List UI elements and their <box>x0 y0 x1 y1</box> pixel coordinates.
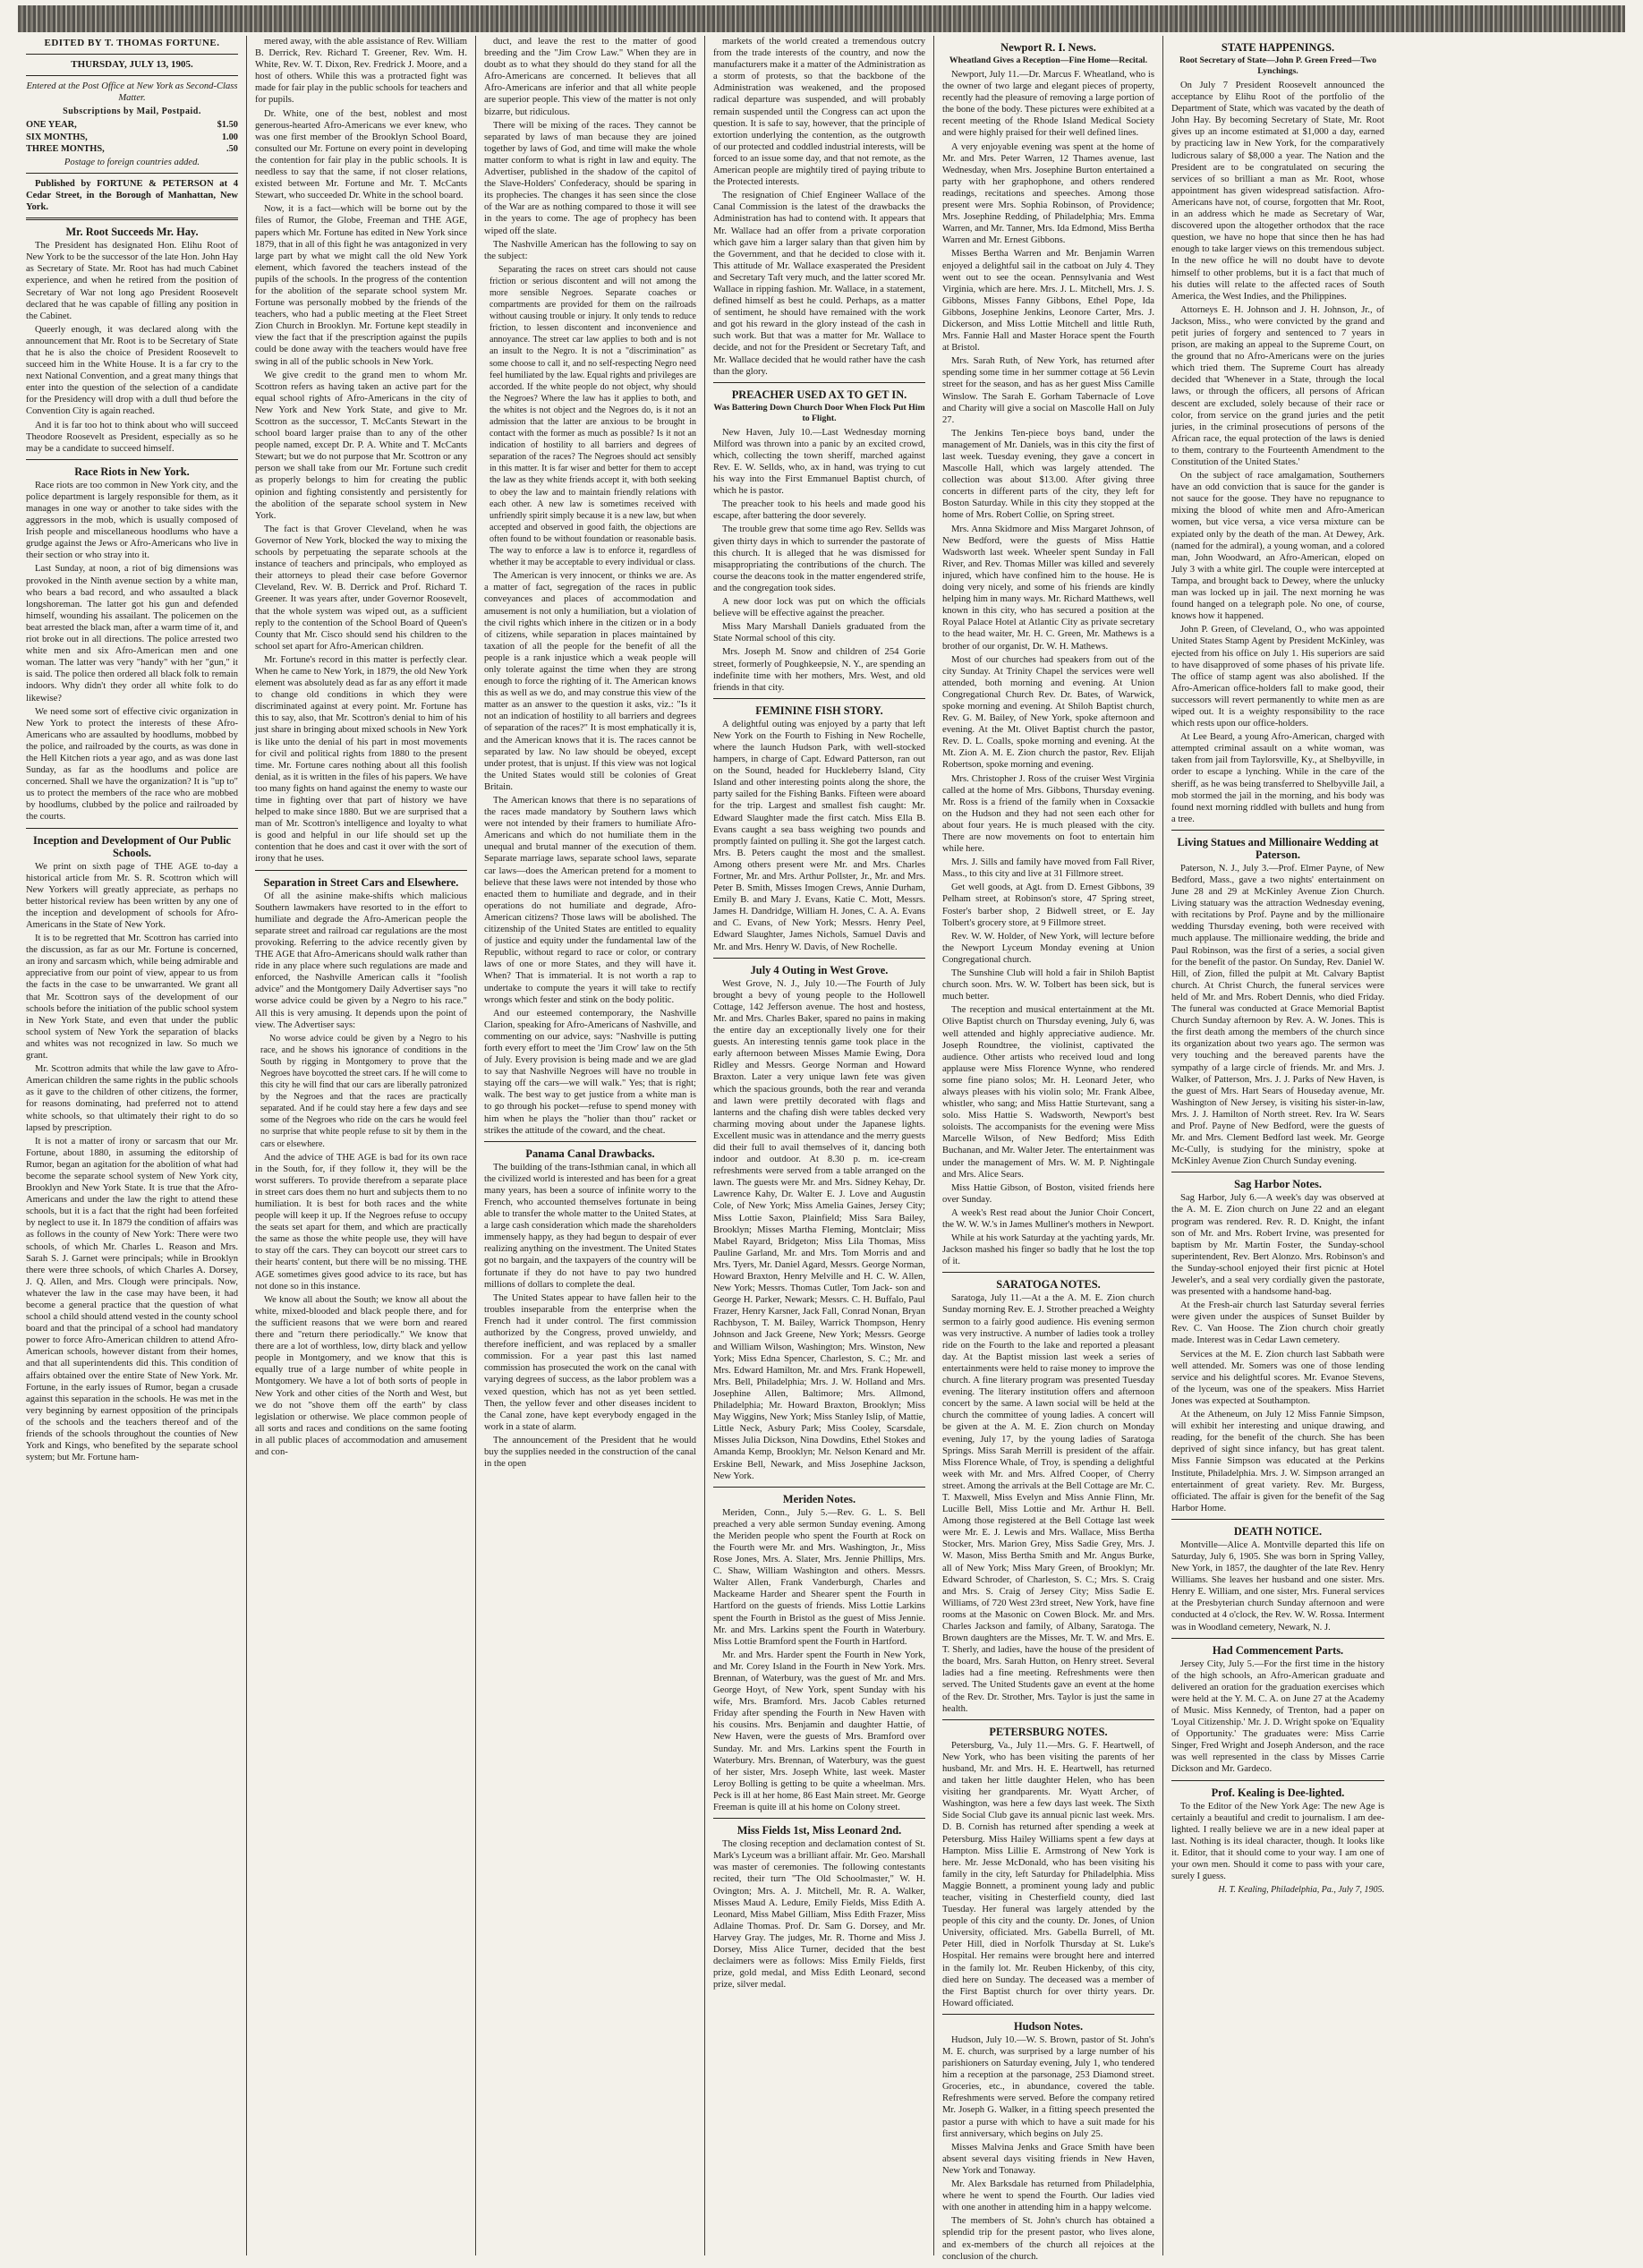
paragraph: Mrs. Anna Skidmore and Miss Margaret Johnson, of New Bedford, were the guests of Miss Hattie Wadsworth last week. Wheeler spent Sunday in Fall River, and Rev. Thomas Miller was killed and severely injured, which have confined him to the house. He is doing very nicely, and some of his friends are kindly helping him in many ways. Mr. Richard Matthews, well known in this city, who has secured a position at the Royal Palace Hotel at Atlantic City as private secretary to the head waiter, Mr. H. C. Green, Mr. Mathews is a brother of our organist, Dr. W. H. Mathews. <box>942 524 1154 652</box>
paragraph: Paterson, N. J., July 3.—Prof. Elmer Payne, of New Bedford, Mass., gave a two nights' entertainment on June 28 and 29 at McKinley Avenue Zion Church. Living statuary was the attraction Wednesday evening, with recitations by Prof. Payne and by the millionaire wedding Thursday evening, both were received with much applause. The millionaire wedding, the bride and Paul Robinson, was the first of a series, a social given for the benefit of the pastor. On Sunday, Rev. Daniel W. Hill, of Zion, filled the pulpit at Mt. Calvary Baptist church. At Christ Church, the funeral services were held of Mr. and Mrs. Robert Dennis, who died Friday. The funeral was conducted at Grace Memorial Baptist Church Sunday afternoon by Rev. A. W. Jones. This is the first death among the members of the church since its organization about two years ago. The sermon was very touching and the bereaved parents have the sympathy of a large circle of friends. Mr. and Mrs. J. Walker, of Patterson, Mrs. J. J. Parks of New Haven, is the guest of Mrs. Hart Sears of Houseday avenue, Mr. Washington of New Jersey, is visiting his sister-in-law, Mrs. J. J. Hamilton of North street. Rev. Ira W. Sears and Prof. Payne of New Bedford, were the guests of Mr. and Mrs. Clement Bedford last week. Mr. George Mc-Cully, is studying for the ministry, spoke at McKinley Avenue Zion Church Sunday evening. <box>1171 863 1384 1167</box>
divider <box>1171 1519 1384 1520</box>
paragraph: Misses Malvina Jenks and Grace Smith have been absent several days visiting friends in New Haven, New York and Tonaway. <box>942 2142 1154 2176</box>
paragraph: Now, it is a fact—which will be borne out by the files of Rumor, the Globe, Freeman and THE AGE, papers which Mr. Fortune has edited in New York since 1879, that in all of this fight he was antagonized in very large part by what we might call the old New York element, which favored the teachers instead of the pupils of the schools. In the progress of the contention for the abolition of the separate school system Mr. Fortune was personally mobbed by the friends of the teachers, who had a public meeting at the Fleet Street Zion Church in Brooklyn. Mr. Fortune kept steadily in view the fact that if the prescription against the pupils could be done away with the teachers would have free swing in all of the public schools in New York. <box>255 204 467 367</box>
divider <box>26 173 238 174</box>
paragraph: Mr. and Mrs. Harder spent the Fourth in New York, and Mr. Corey Island in the Fourth in New York. Mrs. Brennan, of Waterbury, was the guest of Mr. and Mrs. George Hoyt, of New York, spent Sunday with his wife, Mrs. Bramford. Mrs. Jacob Cables returned Friday after spending the Fourth in New Haven with his cousins. Mrs. Benjamin and daughter Hattie, of New Haven, were the guests of Mrs. Bramford over Sunday. Mr. and Mrs. Larkins spent the Fourth in Waterbury. Mrs. Brennan, of Waterbury, was the guest of her sister, Mrs. Joseph White, last week. Master Leroy Bolling is getting to be quite a wheelman. Mrs. Peck is ill at her home, 86 East Main street. Mr. George Freeman is quite ill at his home on Colony street. <box>713 1650 925 1813</box>
paragraph: The reception and musical entertainment at the Mt. Olive Baptist church on Thursday evening, July 6, was well attended and highly appreciative audience. Mr. Joseph Roundtree, the violinist, captivated the audience. Other artists who received loud and long applause were Miss Florence Wynne, who rendered some fine piano solos; Mr. H. Leonard Jeter, who always pleases with his violin solo; Mr. Frank Albee, whistler, who sang; and Miss Hattie Sturtevant, sang a solo. Miss Hattie S. Wadsworth, Newport's best soloists. The accompanists for the evening were Miss Marcelle Wilson, of New Bedford; Miss Edith Buchanan, and Mr. Walter Jeter. The entertainment was under the management of Mrs. W. M. P. Nightingale and Mrs. Alice Sears. <box>942 1005 1154 1180</box>
article-subheading: Was Battering Down Church Door When Flock Put Him to Flight. <box>713 402 925 423</box>
paragraph: West Grove, N. J., July 10.—The Fourth of July brought a bevy of young people to the Hollowell Cottage, 142 Jefferson avenue. The host and hostess, Mr. and Mrs. Charles Baker, spared no pains in making the entire day an exceptionally lively one for their guests. An interesting tennis game took place in the early afternoon between Misses Mamie Ewing, Dora Ridley and Messrs. George Norman and Howard Braxton. Later a very unique lawn fete was given which the spacious grounds, both the rear and veranda and lawn were prettily decorated with flags and lanterns and the chafing dish were tables decked very charming moving about under the Japanese lights. Excellent music was in attendance and the merry guests did their full to avail themselves of it, dancing both indoor and outdoor. At 8.30 p. m. ice-cream refreshments were served from a table arranged on the lawn. The guests were Mr. and Mrs. Sidney Kehay, Dr. Lawrence Kahy, Dr. Walter E. J. Love and Augustin Cole, of New York; Miss Amelia Gaines, Jersey City; Miss Lottie Saxon, Plainfield; Miss Sara Bailey, Brooklyn; Misses Martha Fleming, Montclair; Miss Mabel Rayard, Bridgeton; Miss Lila Thomas, Miss Pauline Garland, Mr. and Mrs. Tom Morris and and Mrs. Tyers, Mr. Daniel Agard, Messrs. George Norman, Howard Braxton, Henry Melville and H. C. W. Allen, New York; Messrs. Thomas Cutler, Tom Jack- son and George H. Parker, Newark; Messrs. C. H. Buffalo, Paul Frazer, Henry Karsner, Jack Fall, Conrad Nonan, Bryan Rachbyson, T. M. Bailey, Warrick Thompson, Henry Johnson and Jack Greene, New York; Messrs. George and William Wilson, Washington; Mrs. Winston, New York; Miss Edna Spencer, Charleston, S. C.; Mr. and Mrs. Edward Hamilton, Mr. and Mrs. Frank Hopewell, Mrs. Bell, Philadelphia; Mrs. J. W. Holland and Mrs. Josephine Allen, Baltimore; Mrs. Allmond, Philadelphia; Mr. Howard Braxton, Brooklyn; Miss May Wiggins, New York; Miss Stanley Islip, of Mattie, Little Neck, Asbury Park; Miss Cooley, Scarsdale, Misses Julia Dickson, Nina Dowdins, Ethel Stokes and Amanda Kemp, Brooklyn; Mr. Nelson Kenard and Mr. Erskine Bell, Newark, and Miss Josephine Jackson, New York. <box>713 978 925 1481</box>
divider <box>26 459 238 460</box>
table-row: THREE MONTHS, .50 <box>26 143 238 154</box>
article-heading: Panama Canal Drawbacks. <box>525 1147 655 1160</box>
paragraph: Mr. Fortune's record in this matter is perfectly clear. When he came to New York, in 1879, the old New York element was absolutely dead as far as any effort it made to change old conditions in which they were discriminated against at every point. Mr. Fortune has this to say, also, that Mr. Scottron's denial to him of his just share in bringing about mixed schools in New York is like unto the denial of his part in most movements for civil and political rights from 1880 to the present time. Mr. Fortune cares nothing about all this foolish denial, as it is written in the files of his papers. We have too many fights on hand against the enemy to waste our time in fighting over that part of history we have helped to make since 1880. But we are surprised that a man of Mr. Scottron's intelligence and loyalty to what is good and helpful in our life should set up the contention that he does and cast it over with the sort of irony that he uses. <box>255 654 467 865</box>
paragraph: Rev. W. W. Holder, of New York, will lecture before the Newport Lyceum Monday evening at Union Congregational church. <box>942 931 1154 965</box>
paragraph: The trouble grew that some time ago Rev. Sellds was given thirty days in which to surrender the pastorate of this church. It is alleged that he was dismissed for misappropriating the contributions of the church. The course the deacons took in the matter engendered strife, and the congregation took sides. <box>713 524 925 593</box>
article-heading: Living Statues and Millionaire Wedding at Paterson. <box>1177 835 1379 861</box>
letter-signature: H. T. Kealing, Philadelphia, Pa., July 7, 1905. <box>1218 1885 1384 1896</box>
paragraph: Services at the M. E. Zion church last Sabbath were well attended. Mr. Somers was one of those lending service and his delightful scores. Mr. Evanoe Stevens, of the lyceum, was one of the speakers. Miss Harriet Jones was expected at Southampton. <box>1171 1349 1384 1406</box>
paragraph: It is not a matter of irony or sarcasm that our Mr. Fortune, about 1880, in assuming the editorship of Rumor, began an agitation for the abolition of what had become the separate school system of New York city, Brooklyn and New York State. It is true that the Afro-Americans and under the law the right to attend these schools, but it is a fact that the right had been forfeited by neglect to use it. In 1879 the condition of affairs was as follows in the county of New York: There were two schools, of which Mr. Charles L. Reason and Mrs. Sarah S. J. Garnet were principals; while in Brooklyn there were three schools, of which Charles A. Dorsey, J. Q. Allen, and Mrs. Clough were principals. Now, whatever the law in the case may have been, it had become a general practice that the question of what school a child should attend vested in the county school board and that the principal of a school had mandatory power to force Afro-American children to attend Afro-American schools, however distant from their homes, and that all superintendents did this. This condition of affairs obtained over the entire State of New York. Mr. Fortune, in the early issues of Rumor, began a crusade against this separation in the schools. He was met in the very beginning by earnest opposition of the principals of the schools and the teachers thereof and of the friends of the schools throughout the counties of New York and Kings, who benefited by the separate school system; but Mr. Fortune ham- <box>26 1136 238 1463</box>
divider <box>713 958 925 959</box>
divider <box>713 1487 925 1488</box>
paragraph: Saratoga, July 11.—At a the A. M. E. Zion church Sunday morning Rev. E. J. Strother preached a Weighty sermon to a fairly good audience. His evening sermon was very instructive. A number of ladies took a trolley ride on the Fourth to the lake and reported a pleasant day. At the Baptist mission last week a series of entertainments were held to raise money to improve the church. A fine literary program was presented Tuesday evening. The literary institution offers and afternoon concert by the same. A lawn social will be held at the church the committee of young ladies. A concert will be given at the A. M. E. Zion church on Monday evening, July 17, by the young ladies of Saratoga Springs. Miss Sarah Merrill is president of the affair. Miss Florence Whale, of Troy, is spending a delightful week with Mr. and Mrs. Alfred Cooper, of Cherry street. Among the arrivals at the Bell Cottage are Mr. C. T. Maxwell, Miss Evelyn and Miss Annie Flinn, Mr. Lucille Bell, Miss Lottie and Mr. Arthur H. Bell. Among those registered at the Bell Cottage last week were Mr. E. J. Lewis and Mrs. Wallace, Miss Bertha Stocker, Mrs. Marion Grey, Miss Sadie Grey, Mrs. J. W. Mason, Miss Bertha Smith and Mr. Angus Burke, all of New York; Miss Mary Green, of Brooklyn; Mr. Edward Schroder, of Charleston, S. C.; Mrs. S. Craig and Mrs. S. Craig of Jersey City; Miss Sadie E. Williams, of 720 West 23rd street, New York, have fine rooms at the Masonic on Cowen Block. Mr. and Mrs. Charles Jackson and family, of Albany, Saratoga. The Brown daughters are the Misses, Mr. T. W. and Mrs. E. T. Sherly, and ladies, have the house of the president of the board, Mrs. Sarah Hutton, on Henry street. Several ladies had a fine meeting. Refreshments were then served. The United Students gave an event at the home of the Rev. Dr. Strother, Mrs. Taylor is just the same in health. <box>942 1293 1154 1714</box>
article-heading: Sag Harbor Notes. <box>1234 1178 1322 1191</box>
section-heading: STATE HAPPENINGS. <box>1221 41 1335 54</box>
paragraph: The resignation of Chief Engineer Wallace of the Canal Commission is the latest of the drawbacks the Administration has had to contend with. It appears that Mr. Wallace had an offer from a private corporation which gave him a larger salary than that given him by the Government, and that he decided to close with it. This attitude of Mr. Wallace exasperated the President and Secretary Taft very much, and the latter scored Mr. Wallace in ripping fashion. Mr. Wallace, in a statement, defined himself as best he could. Perhaps, as a matter of sentiment, he should have remained with the work and got his reward in the glory instead of the cash in such work. But that was a matter for Mr. Wallace to decide, and not for the President or Secretary Taft, and Mr. Wallace decided that he would rather have the cash than the glory. <box>713 191 925 377</box>
paragraph: A week's Rest read about the Junior Choir Concert, the W. W. W.'s in James Mulliner's mothers in Newport. <box>942 1207 1154 1230</box>
paragraph: Montville—Alice A. Montville departed this life on Saturday, July 6, 1905. She was born in Spring Valley, New York, in 1857, the daughter of the late Rev. Henry Williams. She leaves her husband and one sister. Mrs. Henry E. William, and one sister, Mrs. Funeral services at the Presbyterian church Sunday afternoon and were conducted at 4 o'clock, the Rev. W. W. Rossa. Interment was in Woodland cemetery, Newark, N. J. <box>1171 1539 1384 1633</box>
paragraph: At the Atheneum, on July 12 Miss Fannie Simpson, will exhibit her interesting and unique drawing, and reading, for the benefit of the church. She has been deprived of sight since infancy, but has great talent. Miss Fannie Simpson was educated at the Perkins Institute, Philadelphia. Mrs. J. W. Simpson arranged an entertainment of great variety. Rev. Mr. Burgess, officiated. The affair is given for the benefit of the Sag Harbor Home. <box>1171 1410 1384 1513</box>
divider <box>255 870 467 871</box>
column-3 <box>476 36 705 2255</box>
divider <box>26 75 238 76</box>
divider <box>1171 1780 1384 1781</box>
article-heading: FEMININE FISH STORY. <box>755 703 883 717</box>
paragraph: A delightful outing was enjoyed by a party that left New York on the Fourth to Fishing in New Rochelle, where the launch Hudson Park, with well-stocked hampers, in charge of Capt. Edward Patterson, ran out on the Sound, headed for Huckleberry Island, City Island and other interesting points along the shore, the party sailed for the Fishing Banks. Fifteen were aboard for the trip. Largest and smallest fish caught: Mr. Edward Slaughter made the first catch. Miss Ella B. Evans caught a sea bass weighing two pounds and promptly fainted on pulling it. She got the largest catch. Mrs. B. Peters caught the most and the smallest. Among others present were Mr. and Mrs. Charles Fortner, Mr. and Mrs. Arthur Pollster, Jr., Mr. and Mrs. Peter B. Smith, Misses Imogen Crews, Annie Durham, Emily B. and Mary J. Evans, Katie C. Mott, Messrs. James H. Dandridge, William H. Jones, C. A. A. Evans and C. Evans, of New York; Messrs. Henry Peel, Edward Slaughter, James Nichols, Samuel Davis and Mr. and Mrs. Henry W. Davis, of New Rochelle. <box>713 719 925 952</box>
paragraph: The American knows that there is no separations of the races made mandatory by Southern laws which were not intended by their framers to humiliate Afro-Americans and which do not humiliate them in the unequal and brutal manner of the execution of them. Separate marriage laws, separate school laws, separate car laws—does the American pretend for a moment to believe that these laws were not intended by those who enacted them to humiliate and degrade, and in their operations do not humiliate and degrade, Afro-American citizens? Those laws will be abolished. The citizenship of the United States are entitled to equality of justice and equity under the fundamental law of the Republic, without regard to race or color, or contrary laws of one or more States, and they will have it. When? That is immaterial. It is not worth a rap to undertake to compute the years it will take to rectify wrongs which fester and stink on the body politic. <box>484 796 696 1005</box>
article-subheading: Root Secretary of State—John P. Green Freed—Two Lynchings. <box>1179 55 1377 76</box>
paragraph: The fact is that Grover Cleveland, when he was Governor of New York, blocked the way to mixing the schools by perpetuating the separate schools at the instance of teachers and principals, who employed as their attorneys to plead their case before Governor Cleveland, Rev. W. B. Derrick and Prof. Richard T. Greener. It was years after, under Governor Roosevelt, that the whole system was wiped out, as a sufficient reply to the contention of the School Board of Queen's County that Mr. Cisco should send his children to the school set apart for Afro-American children. <box>255 524 467 652</box>
paragraph: Miss Mary Marshall Daniels graduated from the State Normal school of this city. <box>713 622 925 644</box>
paragraph: To the Editor of the New York Age: The new Age is certainly a beautiful and credit to journalism. I am dee-lighted. I really believe we are in a new ideal paper at last. Nothing is its ideal character, though. It looks like it. Editor, that it should come to your way. I am one of your own men. Should it come to pass with your care, surely I guess. <box>1171 1801 1384 1882</box>
paragraph: A new door lock was put on which the officials believe will be effective against the preacher. <box>713 597 925 619</box>
paragraph: Petersburg, Va., July 11.—Mrs. G. F. Heartwell, of New York, who has been visiting the parents of her husband, Mr. and Mrs. H. E. Heartwell, has returned and taken her little daughter Helen, who has been visiting her grandparents. Mr. Wyatt Archer, of Washington, was here a few days last week. The Sixth Side Social Club gave its annual picnic last week. Mrs. D. B. Cornish has returned after spending a week at Petersburg. Miss Hailey Williams spent a few days at Hampton. Miss Lillie E. Armstrong of New York is here. Mr. Jesse McDonald, who has been visiting his family in the city, left Saturday for Philadelphia. Miss Maggie Bonnett, a prominent young lady and public teacher, visiting in Chesterfield county, died last Tuesday. Her funeral was largely attended by the people of this city and the county. Dr. Jones, of Union University, officiated. Mrs. Gabella Burrell, of Mt. Peter Hill, died in Norfolk Thursday at St. Luke's Hospital. Her remains were brought here and interred in the family lot. Mr. Reuben Hickenby, of this city, died here on Sunday. The deceased was a member of the First Baptist church for over thirty years. Dr. Howard officiated. <box>942 1740 1154 2008</box>
paragraph: duct, and leave the rest to the matter of good breeding and the "Jim Crow Law." When they are in doubt as to what they should do they stand for all the Afro-Americans are concerned. It believes that all Afro-Americans are inferior and that all white people are superior people. This view of the matter is not only bizarre, but ridiculous. <box>484 37 696 117</box>
divider <box>1171 1638 1384 1639</box>
paragraph: The American is very innocent, or thinks we are. As a matter of fact, segregation of the races in public conveyances and places of accommodation and amusement is not only a humiliation, but a violation of the civil rights which inhere in the citizen or in a body of citizens, while separation in places maintained by taxation of all the people for the benefit of all the people is a rank injustice which a weak people will only tolerate against the time when they are strong enough to force the righting of it. The American knows this as well as we do, and may construe this view of the matter as an answer to the question it asks, viz.: "Is it not an indication of hostility to all barriers and degrees of separation of the races?" It is most emphatically it is, and the American knows that it is. The races cannot be separated by law. No law should be obeyed, except under protest, that is unjust. If this view was not logical the United States would still be colonies of Great Britain. <box>484 571 696 792</box>
column-6 <box>1163 36 1392 2255</box>
paragraph: Misses Bertha Warren and Mr. Benjamin Warren enjoyed a delightful sail in the catboat on July 4. They went out to see the ocean. Pennsylvania and West Virginia, which are here. Mrs. J. L. Mitchell, Mrs. J. S. Gibbons, Misses Fanny Gibbons, Ethel Pope, Ida Gibbons, Josephine Jenkins, Leonore Carter, Mrs. J. Dickerson, and Miss Lottie Mitchell and little Ruth, Mrs. Fannie Hall and Master Horace spent the Fourth at Bristol. <box>942 249 1154 354</box>
paragraph: The building of the trans-Isthmian canal, in which all the civilized world is interested and has been for a great many years, has been a source of infinite worry to the French, who accounted themselves fortunate in being able to transfer the whole matter to the United States, at a large cash consideration which made the shareholders immensely happy, as they had begun to despair of ever realizing anything on the investment. The United States got no bargain, and the taxpayers of the country will be fortunate if they do not have to pay two hundred millions of dollars to complete the deal. <box>484 1162 696 1290</box>
page-header-strip <box>18 5 1625 32</box>
paragraph: Queerly enough, it was declared along with the announcement that Mr. Root is to be Secretary of State that he is also the choice of President Roosevelt to succeed him in the White House. It is a far cry to the next National Convention, and a great many things that enter into the question of the selection of a candidate for the Presidency will drop with a dull thud before the Convention City is again reached. <box>26 324 238 417</box>
article-heading: Prof. Kealing is Dee-lighted. <box>1211 1786 1345 1799</box>
table-row: SIX MONTHS, 1.00 <box>26 132 238 142</box>
paragraph: The Sunshine Club will hold a fair in Shiloh Baptist church soon. Mrs. W. W. Tolbert has been sick, but is much better. <box>942 968 1154 1002</box>
paragraph: John P. Green, of Cleveland, O., who was appointed United States Stamp Agent by President McKinley, was ejected from his office on July 1. His superiors are said to have disapproved of some phases of his private life. The office of stamp agent was also abolished. If the Afro-American office-holders fall to make good, their successors will revert permanently to white men as are wiped out. It is a weighty responsibility to the race which rests upon our office-holders. <box>1171 625 1384 729</box>
paragraph: The closing reception and declamation contest of St. Mark's Lyceum was a brilliant affair. Mr. Geo. Marshall was master of ceremonies. The following contestants recited, their turn "The Old Schoolmaster," W. H. Ovington; Mrs. A. J. Mitchell, Mr. R. A. Walker, Misses Maud A. Ledure, Emily Fields, Miss Edith A. Leonard, Miss Mabel Gilliam, Miss Edith Frazer, Miss Adlaine Thomas. Prof. Dr. Sam G. Dorsey, and Mr. Harvey Gray. The judges, Mr. R. Thorne and Miss J. Dorsey, Miss Alice Turner, decided that the best declaimers were as follows: Miss Emily Fields, first prize, gold medal, and Miss Edith Leonard, second prize, silver medal. <box>713 1839 925 1991</box>
paragraph: Mrs. Joseph M. Snow and children of 254 Gorie street, formerly of Poughkeepsie, N. Y., are spending an indefinite time with her mothers, Mrs. West, and old friends in that city. <box>713 647 925 693</box>
article-subheading: Wheatland Gives a Reception—Fine Home—Recital. <box>949 55 1148 65</box>
divider <box>713 1818 925 1819</box>
paragraph: A very enjoyable evening was spent at the home of Mr. and Mrs. Peter Warren, 12 Thames avenue, last Wednesday, when Mrs. Josephine Burton entertained a party with her graphophone, and others rendered readings, recitations and speeches. Among those present were Mrs. Sophia Robinson, of Providence; Mrs. Josephine Redding, of Philadelphia; Mrs. Emma Warren, and Mr. Tanner, Mrs. Ida Edmond, Miss Bertha Warren and Mr. Ernest Gibbons. <box>942 141 1154 246</box>
divider <box>484 1141 696 1142</box>
paragraph: And it is far too hot to think about who will succeed Theodore Roosevelt as President, especially as so he may be a candidate to succeed himself. <box>26 420 238 454</box>
columns <box>18 36 1625 2262</box>
article-heading: DEATH NOTICE. <box>1233 1524 1323 1538</box>
divider <box>26 828 238 829</box>
divider <box>942 1719 1154 1720</box>
postage-notice: Postage to foreign countries added. <box>64 157 200 167</box>
table-row: ONE YEAR, $1.50 <box>26 120 238 131</box>
paragraph: The Nashville American has the following to say on the subject: <box>484 239 696 261</box>
paragraph: Mr. Scottron admits that while the law gave to Afro-American children the same rights in the public schools as it gave to the children of other citizens, the former, for reasons dominating, had preferred not to attend white schools, so that ultimately their right to do so lapsed by prescription. <box>26 1064 238 1133</box>
paragraph: Newport, July 11.—Dr. Marcus F. Wheatland, who is the owner of two large and elegant pieces of property, recently had the pleasure of removing a large portion of the bone of the body. These pictures were exhibited at a recent meeting of the Rhode Island Medical Society and were highly praised for their well defined lines. <box>942 70 1154 139</box>
article-heading: Hudson Notes. <box>1013 2019 1084 2033</box>
paragraph: The United States appear to have fallen heir to the troubles inseparable from the enterprise when the French had it under control. The first commission authorized by the Congress, proved unwieldy, and therefore inefficient, and was replaced by a smaller commission. For a year past this last named commission has prosecuted the work on the canal with varying degrees of success, as the labor problem was a vexed question, which has not as yet been settled. Then, the yellow fever and other diseases incident to the Canal zone, have kept everybody engaged in the work in a state of alarm. <box>484 1292 696 1432</box>
quoted-paragraph: Separating the races on street cars should not cause friction or serious discontent and will not among the more sensible Negroes. Separate coaches or compartments are provided for them on the railroads without causing trouble or injury. It only tends to reduce friction, to lessen discontent and inconvenience and annoyance. The street car law applies to both and is not an insult to the Negro. It is not a "discrimination" as some choose to call it, and no self-respecting Negro need feel humiliated by the law. Equal rights and privileges are accorded. If the white people do not object, why should the Negroes? Where the law has it applies to both, and the whites is not object and the Negroes do, is it not an admission that the latter are anxious to be brought in contact with the former as much as possible? Is it not an indication of hostility to all barriers and degrees of separation of the races? The Negroes should act sensibly in this matter. It is far wiser and better for them to accept the law as they white friends accept it, with both seeking to obey the law and to maintain friendly relations with each other. A new law is sometimes received with unfriendly spirit simply because it is a new law, but when accepted and observed in good faith, the objections are often found to be without foundation or reasonable basis. The way to enforce a law is to enforce it, regardless of whether it may be acceptable to every individual or class. <box>489 264 696 568</box>
paragraph: We know all about the South; we know all about the white, mixed-blooded and black people there, and for the sufficient reasons that we were born and reared there and "return there periodically." We know that there are a lot of worthless, low, dirty black and yellow people in Montgomery, and we know that this is equally true of a large number of white people in Montgomery. We have a lot of both sorts of people in New York and other cities of the North and West, but we do not "shove them off the earth" by class legislation or otherwise. We place common people of all sorts and races and conditions on the same footing in all public places of accommodation and amusement and con- <box>255 1294 467 1457</box>
paragraph: Mrs. J. Sills and family have moved from Fall River, Mass., to this city and live at 31 Fillmore street. <box>942 857 1154 880</box>
publisher-notice: Published by FORTUNE & PETERSON at 4 Cedar Street, in the Borough of Manhattan, New York. <box>26 178 238 213</box>
divider <box>942 2014 1154 2015</box>
paragraph: Mrs. Christopher J. Ross of the cruiser West Virginia called at the home of Mrs. Gibbons, Thursday evening. Mr. Ross is a friend of the family when in Coxsackie on the Hudson and they had not seen each other for about four years. He is much pleased with the city. There are now movements on foot to entertain him while here. <box>942 773 1154 855</box>
paragraph: At the Fresh-air church last Saturday several ferries were given under the auspices of Sunset Builder by Rev. C. Van Hoose. The Zion church choir greatly made. Interest was in Cedar Lawn cemetery. <box>1171 1300 1384 1346</box>
paragraph: Race riots are too common in New York city, and the police department is largely responsible for them, as it manages in one way or another to take sides with the aggressors in the mob, which is usually composed of Irish people and miscellaneous hoodlums who have a grudge against the Jews or Afro-Americans who live in their section or who stray into it. <box>26 480 238 561</box>
paragraph: The announcement of the President that he would buy the supplies needed in the construction of the canal in the open <box>484 1435 696 1470</box>
entered-notice: Entered at the Post Office at New York as Second-Class Matter. <box>26 81 238 104</box>
paragraph: On the subject of race amalgamation, Southerners have an odd conviction that is sauce for the gander is not sauce for the goose. They have no repugnance to mixing the blood of white men and Afro-American women, but vice versa, a vice versa mixture can be expiated only by the death of the man. At Dewey, Ark. (named for the admiral), a young woman, and a colored man, John Woodward, an Afro-American, eloped on July 3 with a white girl. The couple were intercepted at Tampa, and brought back to Dewey, where the unlucky man was locked up in jail. The next morning he was found hanged on a telegraph pole. No one, of course, knows how it happened. <box>1171 471 1384 622</box>
paragraph: It is to be regretted that Mr. Scottron has carried into the discussion, as far as our Mr. Fortune is concerned, an irony and sarcasm which, while being admirable and appreciative from our point of view, appear to us from the facts in the case to be unwarranted. We grant all that Mr. Scottron says of the development of our schools before the initiation of the public school system in New York State, and even that under the public school system of New York the separation of blacks and whites was not recognized in law. So much we grant. <box>26 934 238 1062</box>
divider <box>26 217 238 220</box>
issue-date: THURSDAY, JULY 13, 1905. <box>71 59 193 71</box>
article-heading: Miss Fields 1st, Miss Leonard 2nd. <box>736 1824 902 1837</box>
article-heading: Had Commencement Parts. <box>1212 1643 1344 1657</box>
divider <box>942 1272 1154 1273</box>
divider <box>26 54 238 55</box>
divider <box>1171 830 1384 831</box>
subscriptions-title: Subscriptions by Mail, Postpaid. <box>63 107 201 117</box>
column-4 <box>705 36 934 2255</box>
paragraph: Dr. White, one of the best, noblest and most generous-hearted Afro-Americans we ever knew, who was one first member of the Brooklyn School Board, consulted our Mr. Fortune on every point in developing the contention for fair play in the public schools. It is needless to say that the same, if not closer relations, existed between Mr. Fortune and Mr. T. McCants Stewart, who succeeded Dr. White in the school board. <box>255 108 467 201</box>
article-heading: PETERSBURG NOTES. <box>989 1725 1108 1738</box>
paragraph: And the advice of THE AGE is bad for its own race in the South, for, if they follow it, they will be the worst sufferers. To provide therefrom a separate place in street cars does them no hurt and subjects them to no humiliation. It is best for both races and the white people will keep it up. If the Negroes refuse to occupy the seats set apart for them, and which are practically the same as those the white people use, they will have to stay off the cars. They can boycott our street cars to their hearts' content, but there will be no missing. THE AGE sometimes gives good advice to its race, but has not done so in this instance. <box>255 1152 467 1292</box>
paragraph: The President has designated Hon. Elihu Root of New York to be the successor of the late Hon. John Hay as Secretary of State. Mr. Root has had much Cabinet experience, and when he retired from the position of Secretary of War not long ago President Roosevelt declared that he was capable of filling any position in the Cabinet. <box>26 241 238 321</box>
quoted-paragraph: No worse advice could be given by a Negro to his race, and he shows his ignorance of conditions in the South by rigging in Montgomery to prove that the Negroes have boycotted the street cars. If he will come to this city he will find that our cars are liberally patronized by the Negroes and that the races are practically separated. And if he could stay here a few days and see some of the Negroes who ride on the cars he would feel no surprise that white people refuse to sit by them in the cars or elsewhere. <box>260 1033 467 1149</box>
paragraph: On July 7 President Roosevelt announced the acceptance by Elihu Root of the portfolio of the Department of State, which was vacated by the death of John Hay. By becoming Secretary of State, Mr. Root gives up an income estimated at $1,000 a day, earned by practicing law in New York, for the comparatively ludicrous salary of $8,000 a year. The Nation and the President are to be congratulated on securing the services of so brilliant a man as Mr. Root, whose appointment has given widespread satisfaction. Afro-Americans have not, of course, forgotten that Mr. Root, in an address which he made as Secretary of War, discovered upon the altogether orthodox that the race question, we have no hope that since then he has had enough to take larger views on this tremendous subject. In the new office he will no doubt have to devote himself to other problems, but it is a fact that much of his duties will relate to the affected races of South America, the West Indies, and the Philippines. <box>1171 81 1384 302</box>
paragraph: Meriden, Conn., July 5.—Rev. G. L. S. Bell preached a very able sermon Sunday evening. Among the Meriden people who spent the Fourth at Rock on the Fourth were Mr. and Mrs. Washington, Jr., Miss Rose Jones, Mrs. A. Slater, Mrs. Jennie Phillips, Mrs. C. Shaw, William Washington and others. Messrs. Walter Allen, Frank Vanderburgh, Charles and Mackeame Harder and Shearer spent the Fourth in Hartford on the guests of friends. Miss Lottie Larkins spent the Fourth in Bristol as the guest of Miss Jennie. Mr. and Mrs. Larkins spent the Fourth in Waterbury. Miss Lottie Bramford spent the Fourth in Hartford. <box>713 1507 925 1647</box>
article-heading: PREACHER USED AX TO GET IN. <box>731 388 907 401</box>
paragraph: We give credit to the grand men to whom Mr. Scottron refers as having taken an active part for the equal school rights of Afro-Americans in the city of New York and New York State, and give to Mr. Scottron as the successor, T. McCants Stewart in the school board larger praise than to any of the other people named, except Dr. P. A. White and T. McCants Stewart; but we do not purpose that Mr. Scottron or any person we shall take from our Mr. Fortune such credit as properly belongs to him for creating the public opinion and fighting consistently and persistently for the abolition of the separate school system in New York. <box>255 370 467 521</box>
divider <box>713 382 925 383</box>
article-heading: Race Riots in New York. <box>74 465 190 478</box>
editor-line: EDITED BY T. THOMAS FORTUNE. <box>44 38 220 48</box>
paragraph: mered away, with the able assistance of Rev. William B. Derrick, Rev. Richard T. Greener, Rev. Wm. H. White, Rev. W. T. Dixon, Rev. Fredrick J. Moore, and a host of others. While this was a protracted fight was made for fair play in the public schools for teachers and for pupils. <box>255 37 467 106</box>
paragraph: And our esteemed contemporary, the Nashville Clarion, speaking for Afro-Americans of Nashville, and commenting on our advice, says: "Nashville is putting forth every effort to meet the 'Jim Crow' law on the 5th of July. Every provision is being made and we are glad to say that Nashville Negroes will have no trouble in staying off the cars—we will walk." Yes; that is right; walk. The best way to get justice from a white man is to go through his pocket—refuse to spend money with him when he plays the "holier than thou" racket or strikes the attitude of the coward, and the cheat. <box>484 1008 696 1136</box>
article-heading: July 4 Outing in West Grove. <box>750 963 889 976</box>
paragraph: Most of our churches had speakers from out of the city Sunday. At Trinity Chapel the services were well attended, both morning and evening. At Union Congregational Church Rev. Dr. Bates, of Warwick, spoke morning and evening. At Shiloh Baptist church, Rev. G. M. Bailey, of New York, spoke afternoon and evening. At the Mt. Olivet Baptist church the pastor, Rev. D. L. Coalls, spoke morning and evening. At the Mt. Zion A. M. E. Zion church the pastor, Rev. Elijah Robertson, spoke morning and evening. <box>942 654 1154 771</box>
divider <box>713 698 925 699</box>
article-heading: Inception and Development of Our Public Schools. <box>32 833 232 859</box>
paragraph: Mr. Alex Barksdale has returned from Philadelphia, where he went to spend the Fourth. Our ladies vied with one another in attending him in a happy welcome. <box>942 2179 1154 2213</box>
article-heading: Separation in Street Cars and Elsewhere. <box>263 875 459 889</box>
paragraph: Last Sunday, at noon, a riot of big dimensions was provoked in the Ninth avenue section by a white man, who bears a bad record, and who assaulted a black longshoreman. The latter got his gun and defended himself, wounding his assailant. The policemen on the beat arrested the black man, after a warm time of it, and riot broke out in all directions. The police arrested two white men and six Afro-American men and one woman. The latter was very "handy" with her "gun," it is said. The police then ordered all black folk to remain indoors. Why didn't they order all white folk to do likewise? <box>26 564 238 703</box>
article-heading: Newport R. I. News. <box>1000 41 1096 54</box>
paragraph: Attorneys E. H. Johnson and J. H. Johnson, Jr., of Jackson, Miss., who were convicted by the grand and petit juries of forgery and sentenced to 7 years in prison, are making an appeal to the Supreme Court, on the ground that no Afro-Americans were on the juries which tried them. The Supreme Court has already decided that 'Whenever in a State, through the local laws, or through the officers, all persons of African descent are excluded, solely because of their race or color, from service on the grand juries and the petit juries, in the criminal prosecutions of persons of the African race, the equal protection of the laws is denied to them, contrary to the Fourteenth Amendment to the Constitution of the United States.' <box>1171 304 1384 467</box>
column-5 <box>934 36 1163 2262</box>
paragraph: Hudson, July 10.—W. S. Brown, pastor of St. John's M. E. church, was surprised by a large number of his parishioners on Saturday evening, July 1, who tendered him a reception at the parsonage, 253 Diamond street. Groceries, etc., in abundance, covered the table. Refreshments were served. Before the company retired Mr. Joseph G. Walker, in a fitting speech presented the pastor a purse with which to have a suit made for his first anniversary, which begins on July 25. <box>942 2034 1154 2139</box>
paragraph: There will be mixing of the races. They cannot be separated by laws of man because they are joined together by laws of God, and time will make the whole matter conform to what is right in law and equity. The Advertiser, published in the shadow of the capitol of the Slave-Holders' Confederacy, should be sparing in its prophecies. The changes it has seen since the close of the War are as nothing compared to those it will see in the years to come. The age of prophecy has been wiped off the slate. <box>484 120 696 236</box>
column-1 <box>18 36 247 2255</box>
paragraph: Miss Hattie Gibson, of Boston, visited friends here over Sunday. <box>942 1182 1154 1205</box>
paragraph: Get well goods, at Agt. from D. Ernest Gibbons, 39 Pelham street, at Robinson's store, 47 Spring street, Foster's barber shop, 2 Bidwell street, or E. Jay Tolbert's grocery store, at 9 Fillmore street. <box>942 882 1154 928</box>
column-2 <box>247 36 476 2255</box>
article-heading: Meriden Notes. <box>782 1492 856 1505</box>
article-heading: Mr. Root Succeeds Mr. Hay. <box>65 226 199 239</box>
paragraph: We need some sort of effective civic organization in New York to protect the interests of these Afro-Americans who are assaulted by hoodlums, mobbed by the police, and railroaded by the courts, as was done in the Hell Kitchen riots a year ago, and as was done last Sunday, as far as the hoodlums and police are concerned. Shall we have the organization? It is "up to" us to protect the members of the race who are mobbed by hoodlums, clubbed by the police and railroaded by the courts. <box>26 706 238 823</box>
paragraph: markets of the world created a tremendous outcry from the trade interests of the country, and now the manufacturers make it a matter of the Administration as a storm of protests, so that the backbone of the Administration was weakened, and the proposed radical departure was suspended, and will probably remain suspended until the Congress can act upon the question. It is safe to say, however, that the principle of extortion underlying the contention, as the outgrowth of our protected and coddled industrial interests, will be forced to an issue some day, and that not remote, as the American people are mightily tired of paying tribute to the Protected interests. <box>713 37 925 188</box>
paragraph: At Lee Beard, a young Afro-American, charged with attempted criminal assault on a white woman, was taken from jail from Taylorsville, Ky., at Shelbyville, in order to escape a lynching. While in the care of the sheriff, as he was being transferred to Shelbyville Jail, a mob stormed the jail in the morning, and his body was found next morning riddled with bullets and hung from a tree. <box>1171 732 1384 824</box>
paragraph: The Jenkins Ten-piece boys band, under the management of Mr. Daniels, was in this city the first of last week. Tuesday evening, they gave a concert in Mascolle Hall, which was largely attended. The collection was about $13.00. After giving three concerts in different parts of the city, they left for Boston Saturday. While in this city they stopped at the home of Mrs. Robert Collie, on Spring street. <box>942 428 1154 521</box>
paragraph: Mrs. Sarah Ruth, of New York, has returned after spending some time in her summer cottage at 56 Levin street for the season, and has as her guest Miss Camille Winslow. The Sarah E. Gorham Tabernacle of Love and Charity will give a social on Mascolle Hall on July 27. <box>942 356 1154 425</box>
article-heading: SARATOGA NOTES. <box>996 1278 1101 1292</box>
paragraph: Jersey City, July 5.—For the first time in the history of the high schools, an Afro-American graduate and delivered an oration for the graduation exercises which were held at the Y. M. C. A. on June 27 at the Academy of Music. Miss Kennedy, of Trenton, had a paper on 'Loyal Citizenship.' Mr. J. D. Wright spoke on 'Equality of Opportunity.' The graduates were: Miss Carrie Singer, Fred Wright and Joseph Anderson, and the race was well represented in the class by Misses Carrie Dickson and Mr. Gardeco. <box>1171 1658 1384 1775</box>
paragraph: Of all the asinine make-shifts which malicious Southern lawmakers have resorted to in the effort to humiliate and degrade the Afro-American people the separate street and railroad car regulations are the most provoking. Referring to the advice recently given by THE AGE that Afro-Americans should walk rather than ride in any place where such regulations are made and enforced, the Nashville American calls it "foolish advice" and the Montgomery Daily Advertiser says "no worse advice could be given by a Negro to his race." All this is very amusing. It depends upon the point of view. The Advertiser says: <box>255 891 467 1030</box>
paragraph: We print on sixth page of THE AGE to-day a historical article from Mr. S. R. Scottron which will New Yorkers will greatly appreciate, as perhaps no better historical review has been written by any one of the inception and development of schools for Afro-Americans in the State of New York. <box>26 861 238 930</box>
paragraph: Sag Harbor, July 6.—A week's day was observed at the A. M. E. Zion church on June 22 and an elegant program was rendered. Rev. R. D. Knight, the infant son of Mr. and Mrs. Robert Irvine, was presented for baptism by Mr. Martin Foster, the Sunday-school superintendent, Rev. Bert Alonzo. Mrs. Robinson's and the Sunday-school enjoyed their first picnic at Hotel Jeweler's, and a seal very cordially given the pastorate, was presented with a handsome hand-bag. <box>1171 1193 1384 1298</box>
subscriptions-table <box>26 119 238 154</box>
paragraph: The members of St. John's church has obtained a splendid trip for the present pastor, who lives alone, and ex-members of the church all rejoices at the conclusion of the church. <box>942 2216 1154 2262</box>
paragraph: While at his work Saturday at the yachting yards, Mr. Jackson mashed his finger so badly that he lost the top of it. <box>942 1233 1154 1267</box>
paragraph: New Haven, July 10.—Last Wednesday morning Milford was thrown into a panic by an excited crowd, which, collecting the town sheriff, marched against Rev. E. W. Sellds, who, ax in hand, was trying to cut his way into the First Emmanuel Baptist church, of which he is pastor. <box>713 427 925 497</box>
paragraph: The preacher took to his heels and made good his escape, after battering the door severely. <box>713 499 925 522</box>
